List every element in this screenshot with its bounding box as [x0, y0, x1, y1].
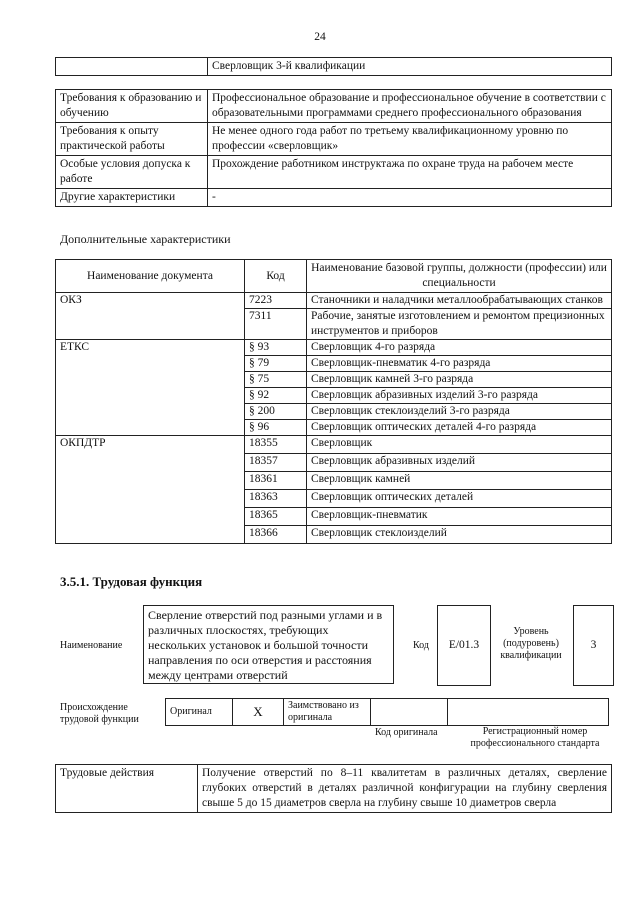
origin-mark: X [233, 699, 284, 726]
actions-table [55, 764, 612, 813]
origin-table [165, 698, 609, 726]
code-cell: 18366 [245, 526, 307, 544]
name-cell: Сверловщик 4-го разряда [307, 340, 612, 356]
level-value: 3 [590, 639, 597, 652]
name-cell: Сверловщик-пневматик 4-го разряда [307, 356, 612, 372]
req-value: Не менее одного года работ по третьему квалификационному уровню по профессии «сверловщик» [208, 122, 612, 155]
req-value: - [208, 188, 612, 206]
origin-code-caption: Код оригинала [375, 727, 438, 738]
empty-cell [56, 58, 208, 76]
code-cell: 18361 [245, 472, 307, 490]
name-label: Наименование [60, 640, 123, 651]
header-code: Код [245, 260, 307, 293]
name-cell: Станочники и наладчики металлообрабатывающих станков [307, 293, 612, 309]
name-cell: Сверловщик-пневматик [307, 508, 612, 526]
table-row [166, 699, 609, 726]
code-value: E/01.3 [448, 639, 480, 652]
header-doc: Наименование документа [56, 260, 245, 293]
labor-function-code [437, 605, 491, 686]
code-cell: § 79 [245, 356, 307, 372]
name-cell: Сверловщик оптических деталей 4-го разряда [307, 420, 612, 436]
doc-okpdtr: ОКПДТР [56, 436, 245, 544]
name-cell: Сверловщик абразивных изделий 3-го разряда [307, 388, 612, 404]
table-row [56, 155, 612, 188]
labor-function-name: Сверление отверстий под разными углами и в различных плоскостях, требующих нескольких установок и большой точности направления по оси отверстия и расстояния между центрами отверстий [143, 605, 394, 684]
additional-table [55, 259, 612, 544]
table-row [56, 188, 612, 206]
code-cell: § 96 [245, 420, 307, 436]
table-row [56, 765, 612, 813]
origin-reg-cell [448, 699, 609, 726]
header-name: Наименование базовой группы, должности (профессии) или специальности [307, 260, 612, 293]
origin-code-cell [371, 699, 448, 726]
code-cell: § 93 [245, 340, 307, 356]
profession-title-table [55, 57, 612, 76]
actions-value: Получение отверстий по 8–11 квалитетам в различных деталях, сверление глубоких отверстий в деталях различной конфигурации на глубину сверления свыше 5 до 15 диаметров сверла на глубину свыше 10 диаметров сверла [198, 765, 612, 813]
table-row [56, 436, 612, 454]
code-cell: 18365 [245, 508, 307, 526]
name-cell: Сверловщик абразивных изделий [307, 454, 612, 472]
code-cell: § 92 [245, 388, 307, 404]
code-label: Код [413, 640, 429, 651]
labor-function-heading: 3.5.1. Трудовая функция [60, 574, 203, 589]
origin-original: Оригинал [166, 699, 233, 726]
code-cell: 7223 [245, 293, 307, 309]
code-cell: § 200 [245, 404, 307, 420]
origin-label: Происхождение трудовой функции [60, 702, 139, 725]
name-cell: Рабочие, занятые изготовлением и ремонтом прецизионных инструментов и приборов [307, 309, 612, 340]
name-cell: Сверловщик камней 3-го разряда [307, 372, 612, 388]
table-row [56, 340, 612, 356]
req-label: Требования к опыту практической работы [56, 122, 208, 155]
table-row [56, 90, 612, 123]
name-cell: Сверловщик оптических деталей [307, 490, 612, 508]
requirements-table [55, 89, 612, 207]
origin-reg-caption: Регистрационный номер профессионального стандарта [470, 726, 600, 749]
doc-okz: ОКЗ [56, 293, 245, 340]
name-cell: Сверловщик камней [307, 472, 612, 490]
code-cell: 7311 [245, 309, 307, 340]
profession-title: Сверловщик 3-й квалификации [208, 58, 612, 76]
labor-function-level [573, 605, 614, 686]
name-cell: Сверловщик стеклоизделий 3-го разряда [307, 404, 612, 420]
doc-etks: ЕТКС [56, 340, 245, 436]
req-label: Требования к образованию и обучению [56, 90, 208, 123]
origin-borrowed: Заимствовано из оригинала [284, 699, 371, 726]
req-value: Профессиональное образование и профессиональное обучение в соответствии с образовательными программами среднего профессионального образования [208, 90, 612, 123]
req-value: Прохождение работником инструктажа по охране труда на рабочем месте [208, 155, 612, 188]
code-cell: 18357 [245, 454, 307, 472]
level-label: Уровень (подуровень) квалификации [500, 626, 562, 661]
req-label: Особые условия допуска к работе [56, 155, 208, 188]
name-cell: Сверловщик стеклоизделий [307, 526, 612, 544]
name-cell: Сверловщик [307, 436, 612, 454]
table-row [56, 122, 612, 155]
header-row [56, 260, 612, 293]
table-row [56, 293, 612, 309]
additional-title: Дополнительные характеристики [60, 232, 231, 246]
page-number: 24 [314, 31, 326, 43]
req-label: Другие характеристики [56, 188, 208, 206]
code-cell: § 75 [245, 372, 307, 388]
code-cell: 18363 [245, 490, 307, 508]
code-cell: 18355 [245, 436, 307, 454]
actions-label: Трудовые действия [56, 765, 198, 813]
